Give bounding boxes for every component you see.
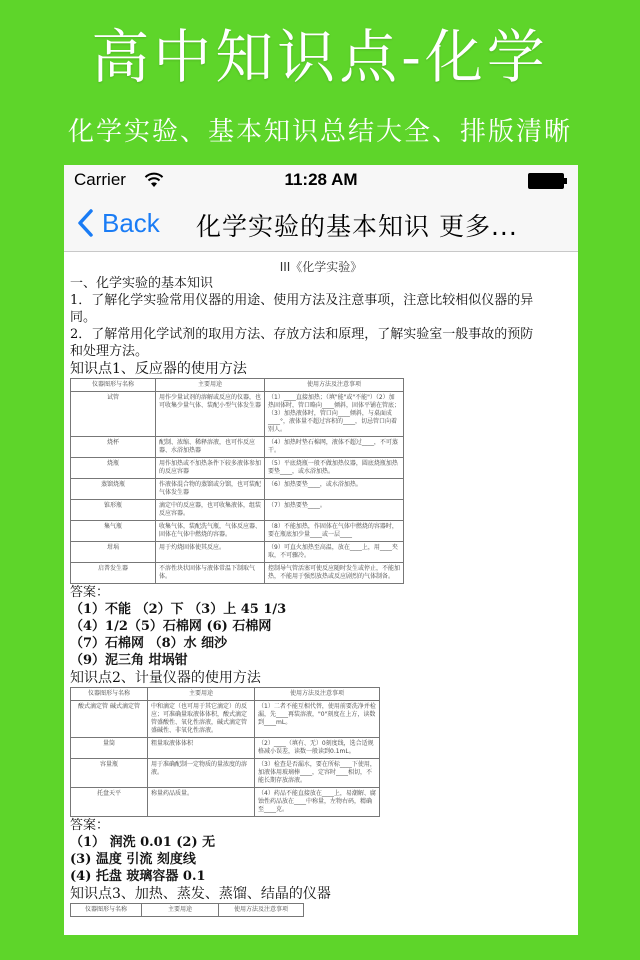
table-row bbox=[71, 500, 404, 521]
table-cell: 称量药品质量。 bbox=[148, 788, 255, 817]
answers-label: 答案： bbox=[70, 818, 110, 833]
answer-line: (4) 托盘 玻璃容器 0.1 bbox=[70, 869, 206, 884]
battery-icon bbox=[528, 173, 564, 189]
status-bar bbox=[64, 165, 578, 195]
table-reactors bbox=[70, 378, 404, 584]
table-header: 主要用途 bbox=[156, 379, 265, 392]
table-row bbox=[71, 479, 404, 500]
instrument-name: 蒸馏烧瓶 bbox=[71, 479, 156, 500]
table-row bbox=[71, 701, 380, 738]
answer-line: （4）1/2（5）石棉网 (6) 石棉网 bbox=[70, 619, 272, 634]
answer-line: （1） 润洗 0.01 (2) 无 bbox=[70, 835, 216, 850]
table-row bbox=[71, 542, 404, 563]
table-header: 使用方法及注意事项 bbox=[265, 379, 404, 392]
chevron-left-icon bbox=[76, 208, 94, 238]
instrument-name: 坩埚 bbox=[71, 542, 156, 563]
table-cell: 用作加热或不加热条件下较多液体参加的反应容器 bbox=[156, 458, 265, 479]
table-row bbox=[71, 759, 380, 788]
table-row bbox=[71, 437, 404, 458]
instrument-name: 托盘天平 bbox=[71, 788, 148, 817]
table-header: 主要用途 bbox=[148, 688, 255, 701]
answers-label: 答案： bbox=[70, 585, 110, 600]
phone-screen bbox=[64, 165, 578, 935]
document-content[interactable] bbox=[64, 252, 578, 935]
table-measuring bbox=[70, 687, 380, 817]
table-cell: （5）平底烧瓶一般不做加热仪器，圆底烧瓶加热要垫____，或水浴加热。 bbox=[265, 458, 404, 479]
instrument-name: 试管 bbox=[71, 392, 156, 437]
table-cell: （4）药品不能直接放在____上，易潮解、腐蚀性药品放在____中称量，左物右码，精确至____克。 bbox=[255, 788, 380, 817]
table-cell: （1）____直接加热；（填"能"或"不能"）（2）加热固体时，管口略向____倾斜，固体平铺在管底；（3）加热液体时，管口向____倾斜，与桌面成____°，液体量不超过容积的____，切忌管口向着别人。 bbox=[265, 392, 404, 437]
promo-subtitle: 化学实验、基本知识总结大全、排版清晰 bbox=[67, 117, 572, 147]
back-label: Back bbox=[102, 207, 160, 238]
table-cell: （7）加热要垫____。 bbox=[265, 500, 404, 521]
table-cell: 配制、浓缩、稀释溶液，也可作反应器、水浴加热器 bbox=[156, 437, 265, 458]
table-cell: 作液体混合物的蒸馏或分馏，也可装配气体发生器 bbox=[156, 479, 265, 500]
table-cell: （6）加热要垫____，或水浴加热。 bbox=[265, 479, 404, 500]
answer-line: （9）泥三角 坩埚钳 bbox=[70, 653, 188, 668]
kp1-title: 知识点1、反应器的使用方法 bbox=[70, 361, 247, 377]
table-row bbox=[71, 458, 404, 479]
answer-line: （1）不能 （2）下 （3）上 45 1/3 bbox=[70, 602, 287, 617]
instrument-name: 启普发生器 bbox=[71, 563, 156, 584]
carrier-label: Carrier bbox=[74, 170, 126, 189]
table-row bbox=[71, 788, 380, 817]
promo-title: 高中知识点-化学 bbox=[91, 23, 549, 91]
table-row bbox=[71, 392, 404, 437]
instrument-name: 锥形瓶 bbox=[71, 500, 156, 521]
table-cell: 滴定中的反应器，也可收集液体，组装反应容器。 bbox=[156, 500, 265, 521]
doc-line: 一、化学实验的基本知识 bbox=[70, 276, 214, 291]
table-header: 仪器图形与名称 bbox=[71, 688, 148, 701]
table-cell: （2）____（填有、无）0刻度线，选合适规格减小误差，读数一般读到0.1mL。 bbox=[255, 738, 380, 759]
instrument-name: 量筒 bbox=[71, 738, 148, 759]
table-cell: 控制导气管活塞可使反应随时发生或停止，不能加热，不能用于强烈放热或反应剧烈的气体制备。 bbox=[265, 563, 404, 584]
table-cell: （8）不能加热，作固体在气体中燃烧的容器时，要在瓶底加少量____或一层____ bbox=[265, 521, 404, 542]
table-cell: 中和滴定（也可用于其它滴定）的反应；可准确量取液体体积，酸式滴定管盛酸性、氧化性溶液，碱式滴定管盛碱性、非氧化性溶液。 bbox=[148, 701, 255, 738]
answer-line: （7）石棉网 （8）水 细沙 bbox=[70, 636, 228, 651]
kp2-title: 知识点2、计量仪器的使用方法 bbox=[70, 670, 261, 686]
kp3-title: 知识点3、加热、蒸发、蒸馏、结晶的仪器 bbox=[70, 886, 331, 902]
back-button[interactable] bbox=[76, 205, 160, 241]
table-cell: 用作少量试剂的溶解或反应的仪器，也可收集少量气体、装配小型气体发生器 bbox=[156, 392, 265, 437]
table-header: 使用方法及注意事项 bbox=[219, 904, 304, 917]
doc-line: 1．了解化学实验常用仪器的用途、使用方法及注意事项，注意比较相似仪器的异 bbox=[70, 293, 534, 308]
table-heating bbox=[70, 903, 304, 917]
table-cell: 不溶性块状固体与液体常温下制取气体。 bbox=[156, 563, 265, 584]
answer-line: (3) 温度 引流 刻度线 bbox=[70, 852, 196, 867]
instrument-name: 烧杯 bbox=[71, 437, 156, 458]
table-cell: 粗量取液体体积 bbox=[148, 738, 255, 759]
instrument-name: 容量瓶 bbox=[71, 759, 148, 788]
table-cell: （4）加热时垫石棉网，液体不超过____，不可蒸干。 bbox=[265, 437, 404, 458]
table-header: 主要用途 bbox=[142, 904, 219, 917]
table-header: 使用方法及注意事项 bbox=[255, 688, 380, 701]
instrument-name: 集气瓶 bbox=[71, 521, 156, 542]
status-time: 11:28 AM bbox=[284, 170, 358, 189]
doc-line: 和处理方法。 bbox=[70, 344, 149, 359]
navigation-bar bbox=[64, 195, 578, 252]
table-cell: 收集气体，装配洗气瓶，气体反应器、固体在气体中燃烧的容器。 bbox=[156, 521, 265, 542]
table-header: 仪器图形与名称 bbox=[71, 904, 142, 917]
table-header: 仪器图形与名称 bbox=[71, 379, 156, 392]
doc-line: 同。 bbox=[70, 310, 97, 325]
doc-line: 2．了解常用化学试剂的取用方法、存放方法和原理，了解实验室一般事故的预防 bbox=[70, 327, 534, 342]
instrument-name: 酸式滴定管 碱式滴定管 bbox=[71, 701, 148, 738]
instrument-name: 烧瓶 bbox=[71, 458, 156, 479]
doc-heading: III《化学实验》 bbox=[279, 260, 363, 274]
table-row bbox=[71, 563, 404, 584]
nav-title[interactable]: 化学实验的基本知识 更多... bbox=[196, 212, 518, 241]
table-cell: （9）可直火加热至高温，放在____上，用____夹取，不可骤冷。 bbox=[265, 542, 404, 563]
table-cell: 用于准确配制一定物质的量浓度的溶液。 bbox=[148, 759, 255, 788]
table-row bbox=[71, 521, 404, 542]
table-cell: （3）检查是否漏水，要在所标____下使用，加液体用玻璃棒____，定容时____相切，不能长期存放溶液。 bbox=[255, 759, 380, 788]
table-cell: （1）二者不能互相代替，使用前要洗净并检漏，先____再装溶液，"0"刻度在上方，读数到____mL。 bbox=[255, 701, 380, 738]
table-row bbox=[71, 738, 380, 759]
table-cell: 用于灼烧固体使其反应。 bbox=[156, 542, 265, 563]
